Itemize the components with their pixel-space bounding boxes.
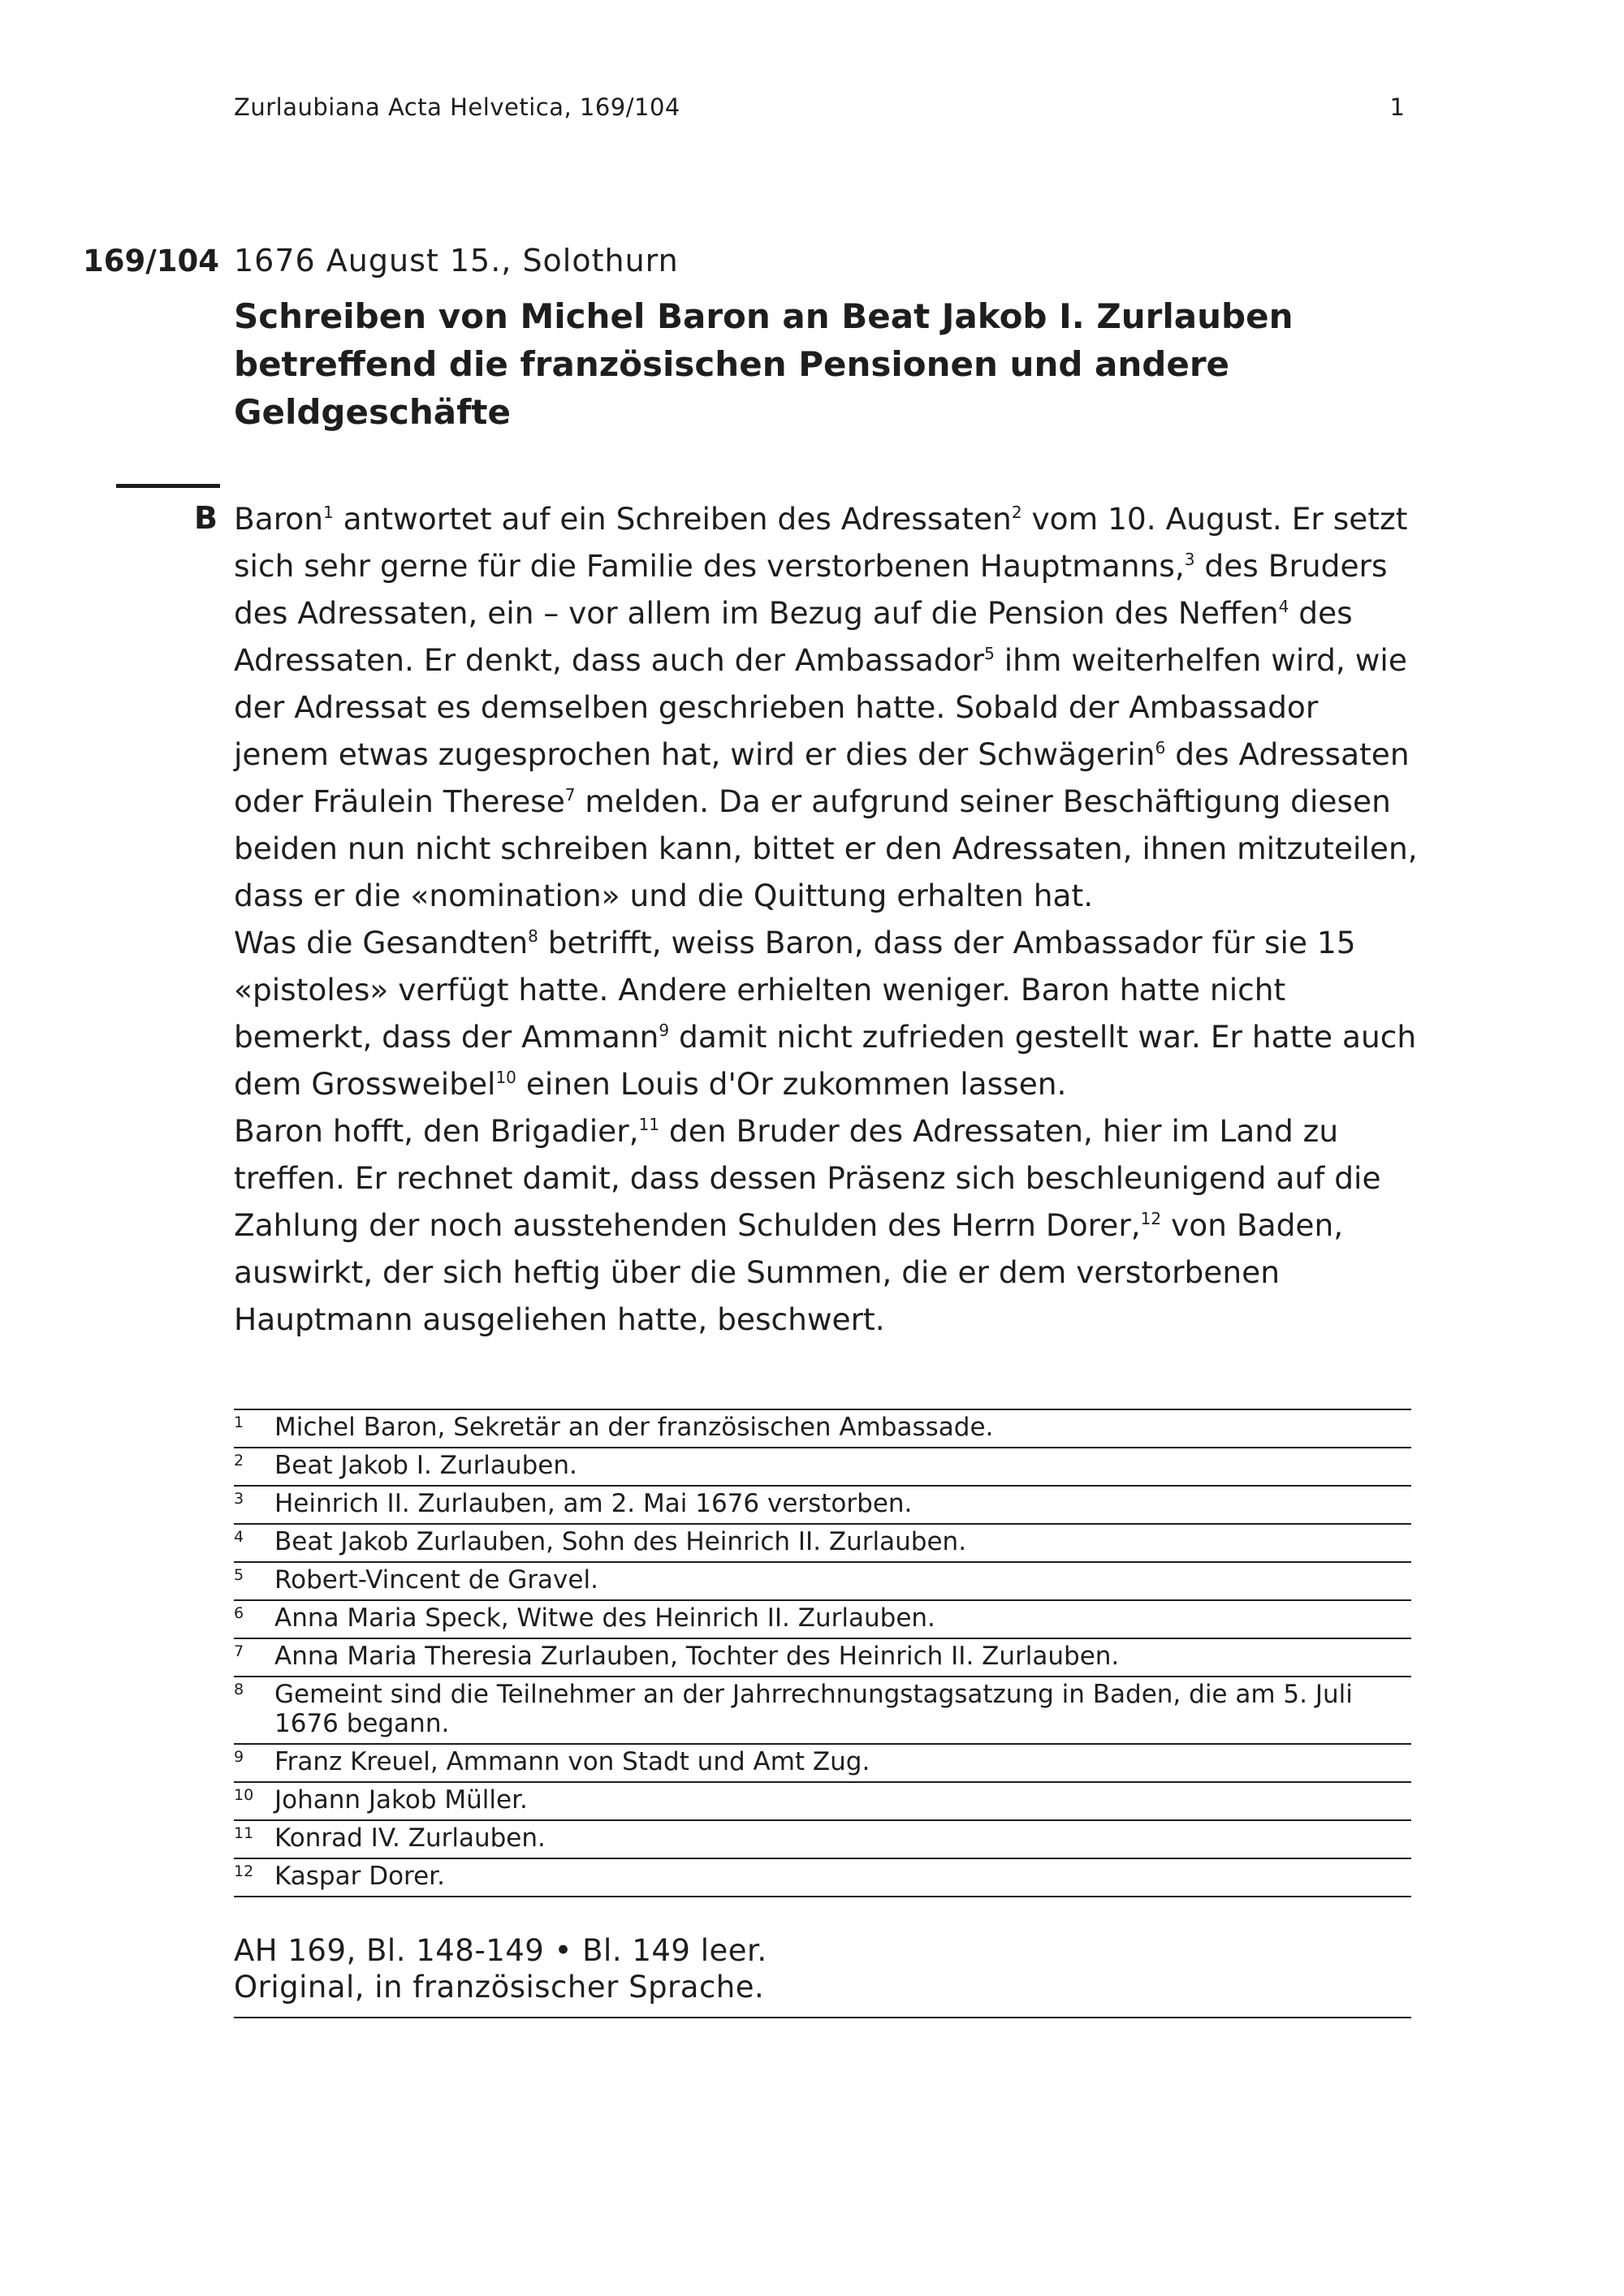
footnote-text: Gemeint sind die Teilnehmer an der Jahrrechnungstagsatzung in Baden, die am 5. Juli 1676 begann. (274, 1680, 1353, 1738)
footnote-text: Michel Baron, Sekretär an der französischen Ambassade. (274, 1413, 994, 1442)
running-head: Zurlaubiana Acta Helvetica, 169/104 (234, 93, 680, 121)
footnote-ref: 7 (564, 785, 576, 805)
footnote (234, 1410, 1411, 1448)
footnote-ref: 8 (528, 926, 538, 946)
text-run: vom 10. August. Er setzt sich sehr gerne für die Familie des verstorbenen Hauptmanns, (234, 501, 1408, 584)
text-run: des Adressaten oder Fräulein Therese (234, 736, 1410, 819)
footnote-number: 8 (234, 1681, 244, 1698)
document-title: Schreiben von Michel Baron an Beat Jakob I. Zurlauben betreffend die französischen Pensionen und andere Geldgeschäfte (234, 296, 1294, 432)
footnote-number: 12 (234, 1862, 254, 1880)
source-line: AH 169, Bl. 148-149 • Bl. 149 leer. (234, 1933, 767, 1968)
text-run: ihm weiterhelfen wird, wie der Adressat es demselben geschrieben hatte. Sobald der Ambassador jenem etwas zugesprochen hat, wird er dies der Schwägerin (234, 642, 1407, 772)
regest-paragraph (234, 495, 1419, 919)
footnote-text: Johann Jakob Müller. (274, 1785, 528, 1815)
footnote-ref: 6 (1155, 738, 1166, 757)
section-rule (116, 484, 220, 488)
regest-paragraph (234, 1107, 1419, 1343)
footnote-ref: 9 (659, 1021, 670, 1040)
text-run: damit nicht zufrieden gestellt war. Er hatte auch dem Grossweibel (234, 1019, 1417, 1102)
text-run: des Adressaten. Er denkt, dass auch der Ambassador (234, 595, 1353, 678)
footnote (234, 1783, 1411, 1821)
footnote-number: 6 (234, 1604, 244, 1622)
footnote-text: Beat Jakob Zurlauben, Sohn des Heinrich II. Zurlauben. (274, 1527, 967, 1556)
footnote-number: 9 (234, 1748, 244, 1766)
footnote-text: Franz Kreuel, Ammann von Stadt und Amt Zug. (274, 1747, 870, 1776)
section-marker: B (194, 500, 218, 536)
regest-body (234, 495, 1419, 1343)
footnote (234, 1859, 1411, 1897)
footnote-ref: 4 (1278, 597, 1289, 616)
footnote-number: 2 (234, 1452, 244, 1470)
footnote-number: 7 (234, 1642, 244, 1660)
footnotes (234, 1409, 1411, 1897)
footnote-text: Beat Jakob I. Zurlauben. (274, 1451, 577, 1480)
footnote-number: 4 (234, 1528, 244, 1546)
footnote-ref: 3 (1184, 550, 1195, 569)
text-run: einen Louis d'Or zukommen lassen. (516, 1066, 1067, 1102)
text-run: des Bruders des Adressaten, ein – vor allem im Bezug auf die Pension des Neffen (234, 548, 1388, 631)
footnote-number: 1 (234, 1413, 244, 1431)
source-note (234, 1932, 1411, 2018)
footnote-number: 11 (234, 1824, 254, 1842)
document-number: 169/104 (83, 244, 219, 278)
footnote-text: Anna Maria Speck, Witwe des Heinrich II. Zurlauben. (274, 1603, 935, 1633)
footnote (234, 1601, 1411, 1639)
date-place: 1676 August 15., Solothurn (234, 243, 679, 278)
footnote-text: Heinrich II. Zurlauben, am 2. Mai 1676 verstorben. (274, 1489, 913, 1518)
footnote-text: Anna Maria Theresia Zurlauben, Tochter des Heinrich II. Zurlauben. (274, 1642, 1120, 1671)
footnote (234, 1639, 1411, 1677)
footnote (234, 1745, 1411, 1783)
text-run: antwortet auf ein Schreiben des Adressaten (333, 501, 1012, 537)
text-run: von Baden, auswirkt, der sich heftig über die Summen, die er dem verstorbenen Hauptmann ausgeliehen hatte, beschwert. (234, 1207, 1344, 1337)
source-line: Original, in französischer Sprache. (234, 1970, 765, 2005)
footnote (234, 1821, 1411, 1859)
footnote-text: Robert-Vincent de Gravel. (274, 1565, 598, 1595)
footnote (234, 1487, 1411, 1525)
footnote (234, 1563, 1411, 1601)
footnote-number: 3 (234, 1490, 244, 1508)
footnote-text: Konrad IV. Zurlauben. (274, 1823, 546, 1853)
footnote (234, 1677, 1411, 1745)
footnote-number: 5 (234, 1566, 244, 1584)
footnote-ref: 12 (1140, 1209, 1162, 1228)
text-run: Baron (234, 501, 324, 537)
footnote (234, 1525, 1411, 1563)
footnote-ref: 10 (495, 1068, 516, 1087)
text-run: betrifft, weiss Baron, dass der Ambassador für sie 15 «pistoles» verfügt hatte. Andere erhielten weniger. Baron hatte nicht bemerkt, dass der Ammann (234, 925, 1356, 1055)
footnote-ref: 2 (1011, 503, 1022, 522)
footnote-text: Kaspar Dorer. (274, 1862, 445, 1891)
footnote-ref: 5 (984, 644, 995, 663)
regest-paragraph (234, 919, 1419, 1107)
text-run: Baron hofft, den Brigadier, (234, 1113, 639, 1149)
page-number: 1 (1389, 93, 1405, 121)
footnote-ref: 1 (323, 503, 334, 522)
footnote-ref: 11 (638, 1115, 660, 1134)
text-run: melden. Da er aufgrund seiner Beschäftigung diesen beiden nun nicht schreiben kann, bittet er den Adressaten, ihnen mitzuteilen, dass er die «nomination» und die Quittung erhalten hat. (234, 783, 1418, 913)
text-run: Was die Gesandten (234, 925, 529, 960)
footnote (234, 1448, 1411, 1487)
text-run: den Bruder des Adressaten, hier im Land zu treffen. Er rechnet damit, dass dessen Präsenz sich beschleunigend auf die Zahlung der noch ausstehenden Schulden des Herrn Dorer, (234, 1113, 1381, 1243)
footnote-number: 10 (234, 1786, 254, 1804)
